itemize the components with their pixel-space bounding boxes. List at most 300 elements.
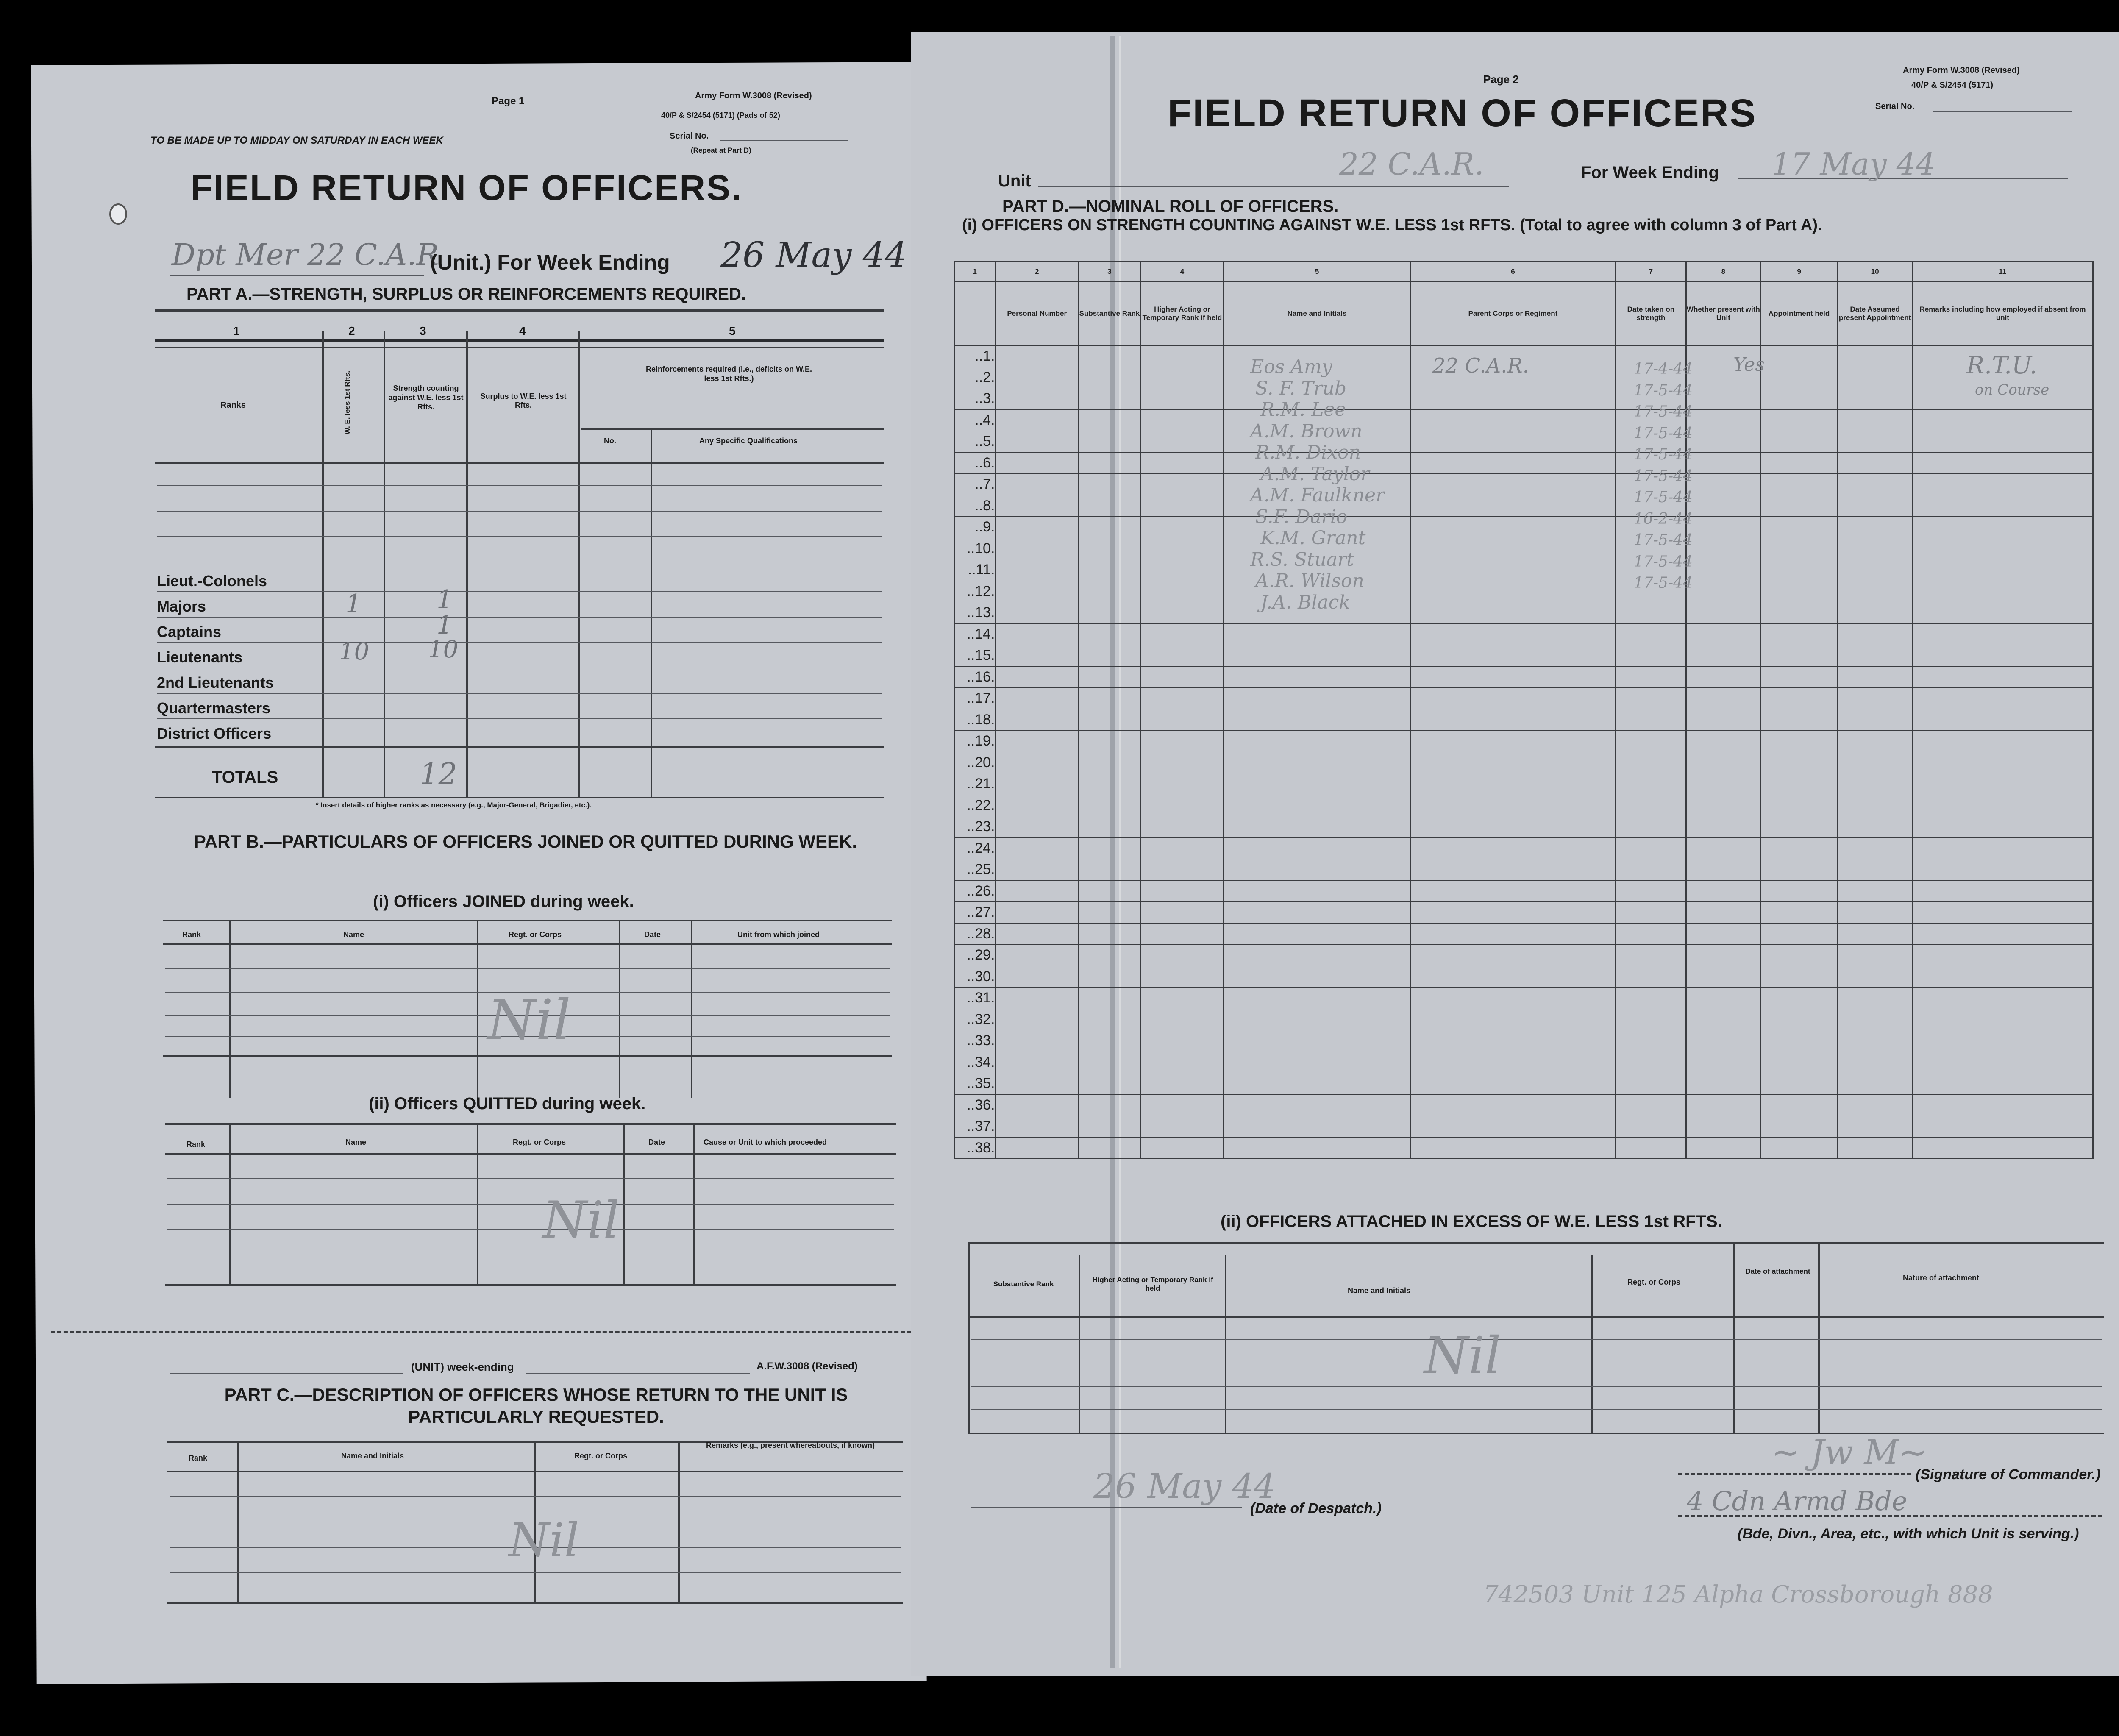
- quitted-nil-handwritten: Nil: [542, 1191, 620, 1250]
- roll-row-number: ..5.: [954, 431, 996, 453]
- roll-cell: [1078, 816, 1140, 838]
- roll-cell: [996, 752, 1079, 773]
- roll-row: [954, 795, 2093, 816]
- parta-col-1: 1: [233, 324, 240, 337]
- col-num-1: 1: [954, 262, 996, 282]
- roll-row: [954, 602, 2093, 624]
- roll-name-handwritten: S.F. Dario: [1255, 506, 1348, 528]
- roll-row: [954, 752, 2093, 773]
- roll-cell: [996, 966, 1079, 988]
- roll-cell: [1616, 988, 1686, 1009]
- roll-cell: [1224, 688, 1410, 709]
- roll-cell: [1838, 816, 1913, 838]
- roll-row: [954, 645, 2093, 667]
- partc-col-remarks: Remarks (e.g., present whereabouts, if known): [706, 1441, 875, 1449]
- roll-name-handwritten: A.M. Faulkner: [1250, 484, 1385, 506]
- roll-cell: [996, 1009, 1079, 1030]
- bde-handwritten: 4 Cdn Armd Bde: [1687, 1486, 1908, 1516]
- roll-row-number: ..7.: [954, 474, 996, 495]
- roll-cell: [1078, 1009, 1140, 1030]
- roll-cell: [1224, 902, 1410, 924]
- roll-cell: [1760, 623, 1838, 645]
- roll-cell: [1686, 880, 1760, 902]
- roll-cell: [1141, 538, 1224, 559]
- roll-name-handwritten: A.R. Wilson: [1255, 570, 1364, 592]
- roll-cell: [1141, 1137, 1224, 1159]
- roll-cell: [996, 837, 1079, 859]
- roll-date-handwritten: 17-5-44: [1634, 424, 1693, 442]
- roll-row: [954, 945, 2093, 966]
- roll-date-handwritten: 17-5-44: [1634, 467, 1693, 485]
- roll-cell: [996, 880, 1079, 902]
- roll-cell: [996, 988, 1079, 1009]
- page1-serial-label: Serial No.: [670, 131, 709, 141]
- roll-cell: [1410, 409, 1616, 431]
- roll-name-handwritten: S. F. Trub: [1255, 377, 1347, 399]
- page1-unit-label: (Unit.) For Week Ending: [430, 250, 670, 274]
- roll-row: [954, 902, 2093, 924]
- parta-head-no: No.: [604, 437, 616, 445]
- roll-cell: [1078, 517, 1140, 538]
- roll-cell: [1616, 602, 1686, 624]
- roll-cell: [1760, 345, 1838, 367]
- roll-row: [954, 666, 2093, 688]
- roll-cell: [1224, 859, 1410, 881]
- roll-cell: [1078, 902, 1140, 924]
- roll-cell: [1224, 623, 1410, 645]
- roll-cell: [1410, 1073, 1616, 1095]
- roll-cell: [1686, 945, 1760, 966]
- roll-cell: [1410, 645, 1616, 667]
- roll-row-number: ..6.: [954, 452, 996, 474]
- roll-cell: [1760, 880, 1838, 902]
- roll-row-number: ..23.: [954, 816, 996, 838]
- roll-cell: [1912, 1030, 2093, 1052]
- roll-cell: [1616, 945, 1686, 966]
- roll-name-handwritten: A.M. Taylor: [1260, 463, 1370, 485]
- roll-cell: [1141, 666, 1224, 688]
- roll-cell: [996, 1094, 1079, 1116]
- col-num-11: 11: [1912, 262, 2093, 282]
- roll-cell: [1410, 666, 1616, 688]
- roll-name-handwritten: A.M. Brown: [1250, 420, 1363, 442]
- roll-cell: [1410, 988, 1616, 1009]
- roll-cell: [1760, 773, 1838, 795]
- roll-cell: [1912, 752, 2093, 773]
- roll-date-handwritten: 17-5-44: [1634, 574, 1693, 592]
- roll-cell: [1616, 1009, 1686, 1030]
- roll-cell: [1616, 1073, 1686, 1095]
- roll-cell: [1686, 666, 1760, 688]
- roll-cell: [1838, 495, 1913, 517]
- roll-cell: [1912, 816, 2093, 838]
- roll-cell: [1686, 538, 1760, 559]
- roll-cell: [1838, 1137, 1913, 1159]
- roll-cell: [1760, 1052, 1838, 1073]
- roll-row-number: ..1.: [954, 345, 996, 367]
- roll-cell: [1224, 752, 1410, 773]
- roll-cell: [1760, 945, 1838, 966]
- roll-cell: [1410, 1009, 1616, 1030]
- roll-row-number: ..11.: [954, 559, 996, 581]
- roll-cell: [1410, 495, 1616, 517]
- parta-head-ranks: Ranks: [220, 401, 246, 410]
- col-num-10: 10: [1838, 262, 1913, 282]
- roll-cell: [1838, 688, 1913, 709]
- col-head-date-appointment: Date Assumed present Appointment: [1838, 282, 1913, 345]
- roll-cell: [1141, 816, 1224, 838]
- roll-cell: [1686, 688, 1760, 709]
- roll-cell: [1912, 731, 2093, 752]
- quitted-col-cause: Cause or Unit to which proceeded: [704, 1138, 827, 1146]
- roll-cell: [1078, 880, 1140, 902]
- roll-row: [954, 816, 2093, 838]
- roll-cell: [1686, 731, 1760, 752]
- roll-cell: [1078, 859, 1140, 881]
- roll-row-number: ..33.: [954, 1030, 996, 1052]
- roll-row: [954, 880, 2093, 902]
- col-num-6: 6: [1410, 262, 1616, 282]
- roll-cell: [1224, 837, 1410, 859]
- roll-row-number: ..36.: [954, 1094, 996, 1116]
- roll-row: [954, 859, 2093, 881]
- roll-cell: [1141, 773, 1224, 795]
- roll-cell: [1224, 666, 1410, 688]
- parta-head-we: W. E. less 1st Rfts.: [343, 370, 352, 435]
- roll-cell: [1616, 752, 1686, 773]
- roll-row: [954, 495, 2093, 517]
- roll-date-handwritten: 17-5-44: [1634, 553, 1693, 570]
- partc-col-rank: Rank: [189, 1454, 208, 1462]
- roll-cell: [1224, 645, 1410, 667]
- roll-cell: [1912, 1052, 2093, 1073]
- attached-col-date: Date of attachment: [1745, 1267, 1810, 1275]
- col-num-9: 9: [1760, 262, 1838, 282]
- roll-cell: [1760, 495, 1838, 517]
- roll-cell: [996, 945, 1079, 966]
- roll-row-number: ..26.: [954, 880, 996, 902]
- roll-row: [954, 581, 2093, 602]
- roll-cell: [1616, 880, 1686, 902]
- roll-row-number: ..15.: [954, 645, 996, 667]
- roll-cell: [996, 859, 1079, 881]
- roll-cell: [1224, 1030, 1410, 1052]
- roll-cell: [1838, 752, 1913, 773]
- roll-cell: [1410, 452, 1616, 474]
- roll-row: [954, 923, 2093, 945]
- roll-cell: [996, 602, 1079, 624]
- roll-row-number: ..2.: [954, 367, 996, 388]
- roll-cell: [1838, 709, 1913, 731]
- joined-col-name: Name: [343, 930, 364, 939]
- attached-nil-handwritten: Nil: [1424, 1327, 1501, 1385]
- roll-cell: [1838, 945, 1913, 966]
- page2-unit-label: Unit: [998, 172, 1031, 190]
- roll-row: [954, 966, 2093, 988]
- roll-row-number: ..28.: [954, 923, 996, 945]
- roll-cell: [1141, 880, 1224, 902]
- roll-row-number: ..32.: [954, 1009, 996, 1030]
- page2-week-handwritten: 17 May 44: [1771, 146, 1935, 182]
- roll-cell: [1078, 495, 1140, 517]
- roll-row-number: ..24.: [954, 837, 996, 859]
- roll-cell: [996, 474, 1079, 495]
- parta-head-strength: Strength counting against W.E. less 1st Rfts.: [388, 384, 464, 411]
- roll-cell: [1141, 709, 1224, 731]
- roll-row: [954, 538, 2093, 559]
- roll-cell: [1224, 923, 1410, 945]
- roll-cell: [1410, 559, 1616, 581]
- roll-cell: [1410, 581, 1616, 602]
- totals-value: 12: [420, 757, 458, 791]
- rank-lieutenants: Lieutenants: [157, 648, 243, 666]
- roll-remark-rtu: R.T.U.: [1966, 352, 2037, 379]
- roll-cell: [1410, 752, 1616, 773]
- roll-cell: [1686, 837, 1760, 859]
- roll-cell: [1410, 731, 1616, 752]
- quitted-col-name: Name: [345, 1138, 367, 1146]
- roll-row: [954, 623, 2093, 645]
- roll-cell: [996, 731, 1079, 752]
- roll-cell: [1078, 1137, 1140, 1159]
- roll-row-number: ..16.: [954, 666, 996, 688]
- roll-cell: [1838, 1116, 1913, 1138]
- roll-cell: [1912, 1137, 2093, 1159]
- roll-cell: [1686, 495, 1760, 517]
- roll-name-handwritten: J.A. Black: [1260, 591, 1350, 613]
- roll-cell: [1686, 1009, 1760, 1030]
- roll-cell: [1410, 816, 1616, 838]
- roll-cell: [1141, 517, 1224, 538]
- roll-cell: [1616, 902, 1686, 924]
- roll-cell: [1078, 988, 1140, 1009]
- roll-cell: [1912, 1009, 2093, 1030]
- roll-cell: [1410, 388, 1616, 410]
- roll-cell: [1838, 581, 1913, 602]
- roll-row-number: ..9.: [954, 517, 996, 538]
- roll-cell: [996, 581, 1079, 602]
- roll-cell: [1912, 1073, 2093, 1095]
- roll-cell: [1760, 645, 1838, 667]
- roll-cell: [1760, 1009, 1838, 1030]
- roll-cell: [1616, 923, 1686, 945]
- roll-cell: [1686, 923, 1760, 945]
- roll-row-number: ..22.: [954, 795, 996, 816]
- roll-row-number: ..3.: [954, 388, 996, 410]
- col-head-personal-number: Personal Number: [996, 282, 1079, 345]
- roll-cell: [1616, 709, 1686, 731]
- roll-present-yes: Yes: [1733, 354, 1765, 376]
- roll-cell: [1078, 966, 1140, 988]
- roll-name-handwritten: R.M. Dixon: [1255, 442, 1361, 463]
- page1-serial-note: (Repeat at Part D): [691, 146, 751, 154]
- roll-cell: [1410, 859, 1616, 881]
- roll-cell: [1410, 837, 1616, 859]
- part-d-title: PART D.—NOMINAL ROLL OF OFFICERS.: [1002, 197, 1339, 216]
- roll-cell: [1616, 623, 1686, 645]
- roll-cell: [1912, 688, 2093, 709]
- page1-number: Page 1: [492, 95, 525, 107]
- roll-cell: [1912, 538, 2093, 559]
- majors-strength-value: 1: [437, 585, 453, 615]
- roll-cell: [1616, 1030, 1686, 1052]
- roll-cell: [1686, 752, 1760, 773]
- roll-cell: [1686, 559, 1760, 581]
- col-num-2: 2: [996, 262, 1079, 282]
- roll-cell: [1912, 945, 2093, 966]
- signature-label: (Signature of Commander.): [1916, 1466, 2101, 1483]
- roll-cell: [1760, 688, 1838, 709]
- roll-row-number: ..31.: [954, 988, 996, 1009]
- roll-cell: [1912, 1094, 2093, 1116]
- roll-cell: [1224, 731, 1410, 752]
- roll-cell: [1838, 388, 1913, 410]
- roll-cell: [1838, 859, 1913, 881]
- roll-cell: [1410, 1137, 1616, 1159]
- roll-cell: [1686, 581, 1760, 602]
- roll-cell: [1686, 816, 1760, 838]
- roll-cell: [1078, 388, 1140, 410]
- roll-cell: [1078, 1030, 1140, 1052]
- roll-cell: [1686, 517, 1760, 538]
- roll-cell: [996, 388, 1079, 410]
- roll-row-number: ..35.: [954, 1073, 996, 1095]
- roll-cell: [1141, 1030, 1224, 1052]
- attached-col-name: Name and Initials: [1348, 1286, 1411, 1295]
- joined-col-regt: Regt. or Corps: [509, 930, 562, 939]
- roll-cell: [1078, 623, 1140, 645]
- roll-cell: [996, 538, 1079, 559]
- roll-cell: [1760, 431, 1838, 453]
- roll-cell: [1141, 602, 1224, 624]
- roll-cell: [1141, 623, 1224, 645]
- roll-cell: [996, 816, 1079, 838]
- roll-cell: [1141, 1009, 1224, 1030]
- roll-cell: [1686, 602, 1760, 624]
- roll-cell: [1686, 452, 1760, 474]
- roll-cell: [1838, 902, 1913, 924]
- roll-cell: [1912, 988, 2093, 1009]
- roll-cell: [1224, 945, 1410, 966]
- roll-cell: [1912, 880, 2093, 902]
- attached-col-subst-rank: Substantive Rank: [993, 1280, 1054, 1288]
- roll-cell: [1686, 1073, 1760, 1095]
- rank-district-officers: District Officers: [157, 725, 272, 742]
- roll-cell: [996, 1052, 1079, 1073]
- totals-label: TOTALS: [212, 768, 278, 787]
- roll-row: [954, 1052, 2093, 1073]
- roll-row: [954, 837, 2093, 859]
- roll-row-number: ..12.: [954, 581, 996, 602]
- col-head-date-strength: Date taken on strength: [1616, 282, 1686, 345]
- roll-cell: [996, 1116, 1079, 1138]
- roll-cell: [1141, 559, 1224, 581]
- roll-cell: [1838, 602, 1913, 624]
- roll-cell: [996, 688, 1079, 709]
- roll-cell: [1616, 816, 1686, 838]
- roll-cell: [1078, 773, 1140, 795]
- roll-cell: [1912, 795, 2093, 816]
- despatch-date-handwritten: 26 May 44: [1093, 1466, 1276, 1506]
- roll-row: [954, 688, 2093, 709]
- roll-cell: [1838, 431, 1913, 453]
- roll-cell: [1686, 1137, 1760, 1159]
- roll-cell: [1078, 795, 1140, 816]
- joined-col-rank: Rank: [182, 930, 201, 939]
- roll-cell: [1686, 859, 1760, 881]
- quitted-title: (ii) Officers QUITTED during week.: [369, 1094, 646, 1113]
- roll-cell: [996, 367, 1079, 388]
- parta-head-reinf: Reinforcements required (i.e., deficits on W.E. less 1st Rfts.): [645, 365, 812, 383]
- roll-cell: [1760, 409, 1838, 431]
- roll-cell: [1838, 795, 1913, 816]
- roll-cell: [1410, 1094, 1616, 1116]
- roll-cell: [1760, 988, 1838, 1009]
- page1-form-number: Army Form W.3008 (Revised): [695, 91, 812, 100]
- roll-row-number: ..13.: [954, 602, 996, 624]
- parta-col-5: 5: [729, 324, 736, 337]
- roll-cell: [996, 452, 1079, 474]
- parta-head-surplus: Surplus to W.E. less 1st Rfts.: [480, 392, 567, 409]
- roll-cell: [1686, 795, 1760, 816]
- page1-unit-handwritten: Dpt Mer 22 C.A.R: [172, 237, 439, 272]
- commander-signature: ~ Jw M~: [1771, 1433, 1927, 1472]
- roll-cell: [1760, 966, 1838, 988]
- roll-cell: [1760, 709, 1838, 731]
- quitted-col-date: Date: [648, 1138, 665, 1146]
- roll-cell: [1078, 559, 1140, 581]
- roll-cell: [1912, 474, 2093, 495]
- part-c-title: PART C.—DESCRIPTION OF OFFICERS WHOSE RETURN TO THE UNIT IS PARTICULARLY REQUESTED.: [224, 1385, 848, 1427]
- roll-cell: [1410, 431, 1616, 453]
- roll-row: [954, 388, 2093, 410]
- roll-cell: [1078, 1094, 1140, 1116]
- partc-col-name: Name and Initials: [341, 1452, 404, 1460]
- roll-corps-handwritten: 22 C.A.R.: [1432, 354, 1529, 378]
- bde-label: (Bde, Divn., Area, etc., with which Unit is serving.): [1738, 1526, 2079, 1542]
- roll-cell: [1912, 773, 2093, 795]
- roll-cell: [1838, 345, 1913, 367]
- roll-cell: [1616, 1052, 1686, 1073]
- roll-row: [954, 709, 2093, 731]
- attached-col-nature: Nature of attachment: [1903, 1274, 1980, 1282]
- majors-we-value: 1: [345, 589, 362, 619]
- roll-cell: [996, 709, 1079, 731]
- roll-cell: [1838, 666, 1913, 688]
- roll-cell: [1078, 923, 1140, 945]
- roll-cell: [1686, 1116, 1760, 1138]
- partc-col-regt: Regt. or Corps: [574, 1452, 628, 1460]
- roll-row-number: ..18.: [954, 709, 996, 731]
- roll-cell: [1224, 1052, 1410, 1073]
- roll-cell: [1686, 966, 1760, 988]
- roll-row-number: ..27.: [954, 902, 996, 924]
- quitted-col-regt: Regt. or Corps: [513, 1138, 566, 1146]
- roll-cell: [1224, 1094, 1410, 1116]
- page2-number: Page 2: [1483, 73, 1519, 86]
- rank-lieut-colonels: Lieut.-Colonels: [157, 572, 267, 590]
- col-num-3: 3: [1078, 262, 1140, 282]
- roll-cell: [1838, 452, 1913, 474]
- col-head-present: Whether present with Unit: [1686, 282, 1760, 345]
- roll-cell: [1838, 1009, 1913, 1030]
- roll-cell: [1078, 538, 1140, 559]
- despatch-label: (Date of Despatch.): [1250, 1500, 1382, 1516]
- roll-cell: [1912, 431, 2093, 453]
- roll-cell: [1912, 666, 2093, 688]
- roll-cell: [1078, 474, 1140, 495]
- punch-hole: [109, 203, 127, 225]
